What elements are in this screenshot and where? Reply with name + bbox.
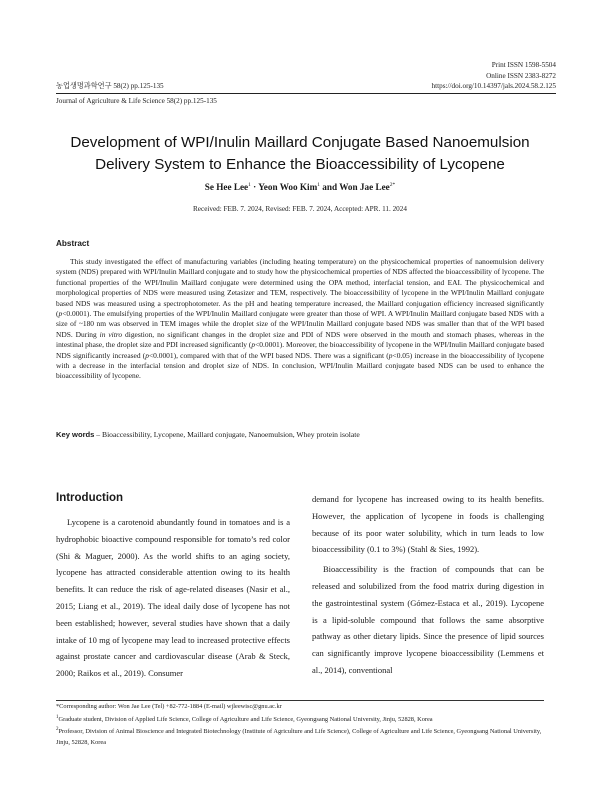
abstract-segment: <0.0001), compared with that of the WPI based NDS. There was a significant ( [148, 350, 389, 360]
abstract-segment: <0.0001). The emulsifying properties of the WPI/Inulin Maillard conjugate were greater than those of WPI. A WPI/Inulin Maillard conjugate based NDS with a size of ~180 nm was observed in TEM images while the droplet size of the WPI/Inulin Maillard conjugate based NDS was smaller than that of the WPI based NDS. During [56, 309, 544, 339]
title-line-2: Delivery System to Enhance the Bioaccessibility of Lycopene [95, 156, 505, 173]
intro-paragraph: demand for lycopene has increased owing to its health benefits. However, the application of lycopene in foods is challenging because of its poor water solubility, which in turn leads to low bioaccessibility (0.1 to 3%) (Stahl & Sies, 1992). [312, 494, 544, 555]
affiliation-text: Professor, Division of Animal Bioscience and Integrated Biotechnology (Institute of Agriculture and Life Science), College of Agriculture and Life Science, Gyeongsang National University, Jinju, 52828, Korea [56, 728, 542, 746]
abstract-italic: p [251, 340, 256, 350]
abstract-segment: <0.05) increase in the bioaccessibility of lycopene with a decrease in the interfacial tension and droplet size of NDS. In conclusion, WPI/Inulin Maillard conjugate based NDS can be used to enhance the bioaccessibility of lycopene. [56, 350, 544, 381]
abstract-text [56, 257, 544, 382]
doi-link[interactable]: https://doi.org/10.14397/jals.2024.58.2.125 [431, 82, 556, 90]
intro-paragraph: Bioaccessibility is the fraction of compounds that can be released and solubilized from the food matrix during digestion in the gastrointestinal system (Gómez-Estaca et al., 2019). Lycopene is a lipid-soluble compound that follows the same absorptive pathway as other dietary lipids. Since the presence of lipid sources can significantly improve lycopene bioaccessibility (Lemmens et al., 2014), conventional [312, 564, 544, 675]
author-name: Se Hee Lee [204, 182, 249, 193]
submission-dates: Received: FEB. 7. 2024, Revised: FEB. 7. 2024, Accepted: APR. 11. 2024 [193, 205, 407, 213]
journal-name-korean: 농업생명과학연구 58(2) pp.125-135 [56, 82, 164, 90]
author-separator: and [319, 182, 340, 193]
abstract-heading: Abstract [56, 239, 90, 248]
footnote-mark: 1 [56, 714, 59, 720]
paper-title [40, 132, 560, 176]
corresponding-author-note: *Corresponding author: Won Jae Lee (Tel) +82-772-1884 (E-mail) wjleewisc@gnu.ac.kr [56, 703, 282, 710]
title-line-1: Development of WPI/Inulin Maillard Conjugate Based Nanoemulsion [70, 134, 530, 151]
author-separator: · [250, 182, 259, 193]
abstract-italic: p [388, 350, 393, 360]
journal-name-english: Journal of Agriculture & Life Science 58(2) pp.125-135 [56, 97, 217, 105]
intro-left-column [56, 514, 290, 682]
affiliation-text: Graduate student, Division of Applied Life Science, College of Agriculture and Life Science, Gyeongsang National University, Jinju, 52828, Korea [58, 715, 433, 723]
abstract-segment: <0.0001). Moreover, the bioaccessibility of lycopene in the WPI/Inulin Maillard conjugate based NDS significantly increased ( [56, 340, 544, 360]
abstract-italic: p [58, 309, 63, 319]
footnote-rule [56, 700, 544, 701]
abstract-italic: p [145, 350, 149, 360]
keywords-text: Bioaccessibility, Lycopene, Maillard conjugate, Nanoemulsion, Whey protein isolate [102, 430, 360, 439]
author-affiliation-mark: 1 [317, 182, 320, 188]
abstract-segment: This study investigated the effect of manufacturing variables (including heating temperature) on the physicochemical properties of nanoemulsion delivery system (NDS) prepared with WPI/Inulin Maillard conjugate and to study how the physicochemical properties of NDS affected the bioaccessibility of lycopene. The functional properties of the WPI/Inulin Maillard conjugate were determined using the OPA method, interfacial tension, and EAI. The physicochemical and morphological properties of NDS were measured using Zetasizer and TEM, respectively. The bioaccessibility of lycopene in the WPI/Inulin Maillard conjugate based NDS was measured using a spectrophotometer. As the pH and heating temperature increased, the Maillard conjugation efficiency increased significantly ( [56, 257, 544, 319]
author-name: Won Jae Lee [339, 182, 390, 193]
abstract-italic: in vitro [99, 329, 123, 339]
author-name: Yeon Woo Kim [258, 182, 318, 193]
abstract-segment: digestion, no significant changes in the droplet size and PDI of NDS were observed in the mouth and stomach phases, whereas in the intestinal phase, the droplet size and PDI increased significantly ( [56, 329, 545, 350]
footnotes [56, 702, 548, 748]
print-issn: Print ISSN 1598-5504 [491, 61, 556, 69]
journal-identifiers [432, 60, 556, 92]
intro-right-column [312, 491, 544, 679]
footnote-mark: 2 [56, 727, 59, 733]
keywords-label: Key words [56, 430, 95, 439]
introduction-heading: Introduction [56, 492, 124, 504]
header-rule [56, 93, 556, 94]
affiliation-note-2 [56, 725, 548, 748]
keywords-line [56, 430, 560, 439]
intro-paragraph: Lycopene is a carotenoid abundantly found in tomatoes and is a hydrophobic bioactive compound responsible for tomato’s red color (Shi & Maguer, 2000). As the world shifts to an aging society, lycopene has attracted considerable attention owing to its health benefits. It can reduce the risk of age-related diseases (Nasir et al., 2015; Liang et al., 2019). The ideal daily dose of lycopene has not been established; however, several studies have shown that a daily intake of 10 mg of lycopene may lead to increased protective effects against prostate cancer and cardiovascular disease (Arab & Steck, 2000; Raikos et al., 2019). Consumer [56, 517, 290, 679]
author-affiliation-mark: 2* [389, 182, 396, 188]
affiliation-note-1 [56, 713, 548, 726]
author-affiliation-mark: 1 [248, 182, 251, 188]
author-list [0, 182, 600, 192]
keywords-dash: – [94, 430, 102, 439]
online-issn: Online ISSN 2383-8272 [486, 71, 556, 80]
